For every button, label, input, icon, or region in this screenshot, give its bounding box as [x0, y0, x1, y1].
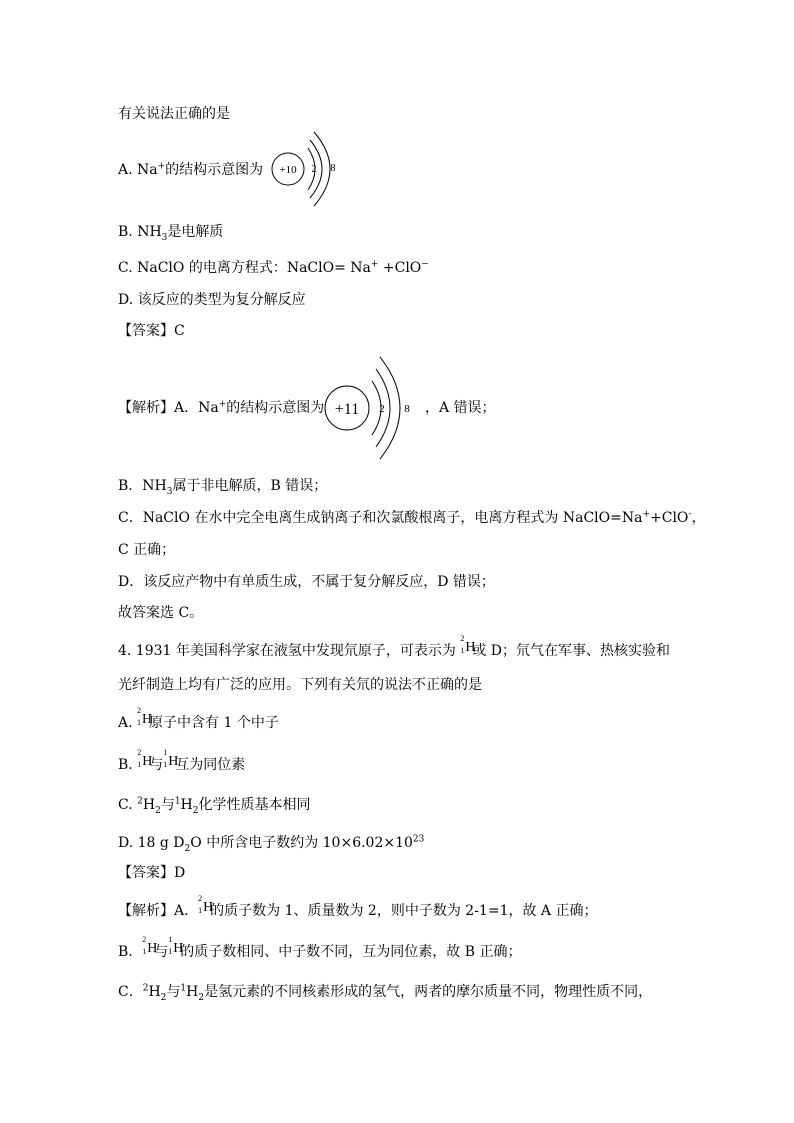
deuterium-symbol: 2 1 H	[142, 935, 158, 956]
q4-answer: 【答案】D	[118, 865, 186, 881]
na-ion-structure-diagram	[270, 130, 350, 208]
analysis-d: D．该反应产物中有单质生成，不属于复分解反应，D 错误；	[118, 574, 495, 590]
q4-analysis-b: B． 2 1 H 与 1 1 H 的质子数相同、中子数不同，互为同位素，故 B 正确；	[118, 935, 522, 960]
q4-option-a: A. 2 1 H 原子中含有 1 个中子	[118, 706, 279, 731]
analysis-c-line1: C．NaClO 在水中完全电离生成钠离子和次氯酸根离子，电离方程式为 NaClO=Na++ClO-，	[118, 509, 706, 526]
option-a: A. Na+的结构示意图为	[118, 161, 264, 178]
q4-option-b: B. 2 1 H 与 1 1 H 互为同位素	[118, 748, 246, 773]
analysis-b: B．$NH_3$属于非电解质，B 错误；	[118, 478, 328, 497]
deuterium-symbol: 2 1 H	[460, 634, 476, 655]
q4-option-c: C. $^2H_2$与$^1H_2$化学性质基本相同	[118, 796, 311, 816]
shell-1-label: 2	[379, 403, 385, 415]
nucleus-label: +10	[279, 164, 297, 176]
answer: 【答案】C	[118, 323, 185, 339]
option-c: C. NaClO 的电离方程式：NaClO= Na+ +ClO−	[118, 259, 429, 276]
option-b: B. $NH_3$是电解质	[118, 224, 224, 243]
analysis-a-end: ，A 错误；	[425, 400, 496, 416]
analysis-c-line2: C 正确；	[118, 542, 176, 558]
q4-analysis-a: 【解析】A． 2 1 H 的质子数为 1、质量数为 2，则中子数为 2-1=1，故 A 正确；	[118, 894, 598, 919]
q4-analysis-c: C．$^2H_2$与$^1H_2$是氢元素的不同核素形成的氢气，两者的摩尔质量不同，物理性质不同，	[118, 983, 653, 1003]
na-atom-structure-diagram	[320, 355, 420, 461]
question-stem: 有关说法正确的是	[118, 106, 230, 122]
shell-2-label: 8	[330, 163, 336, 174]
deuterium-symbol: 2 1 H	[137, 706, 153, 727]
shell-2-label: 8	[404, 403, 410, 415]
deuterium-symbol: 2 1 H	[198, 894, 214, 915]
question-4-stem-line1: 4. 1931 年美国科学家在液氢中发现氘原子，可表示为 2 1 H 或 D；氘气在军事、热核实验和	[118, 634, 671, 659]
q4-option-d: D. 18 g $D_2O$ 中所含电子数约为 $10\times 6.02\times 10^{23}$	[118, 834, 425, 854]
shell-1-label: 2	[311, 164, 317, 175]
conclusion: 故答案选 C。	[118, 605, 204, 621]
nucleus-label: +11	[334, 401, 360, 418]
option-d: D. 该反应的类型为复分解反应	[118, 292, 306, 308]
analysis-a: 【解析】A．Na+的结构示意图为	[118, 399, 325, 416]
protium-symbol: 1 1 H	[168, 935, 184, 956]
protium-symbol: 1 1 H	[163, 748, 179, 769]
deuterium-symbol: 2 1 H	[137, 748, 153, 769]
question-4-stem-line2: 光纤制造上均有广泛的应用。下列有关氘的说法不正确的是	[118, 677, 482, 693]
